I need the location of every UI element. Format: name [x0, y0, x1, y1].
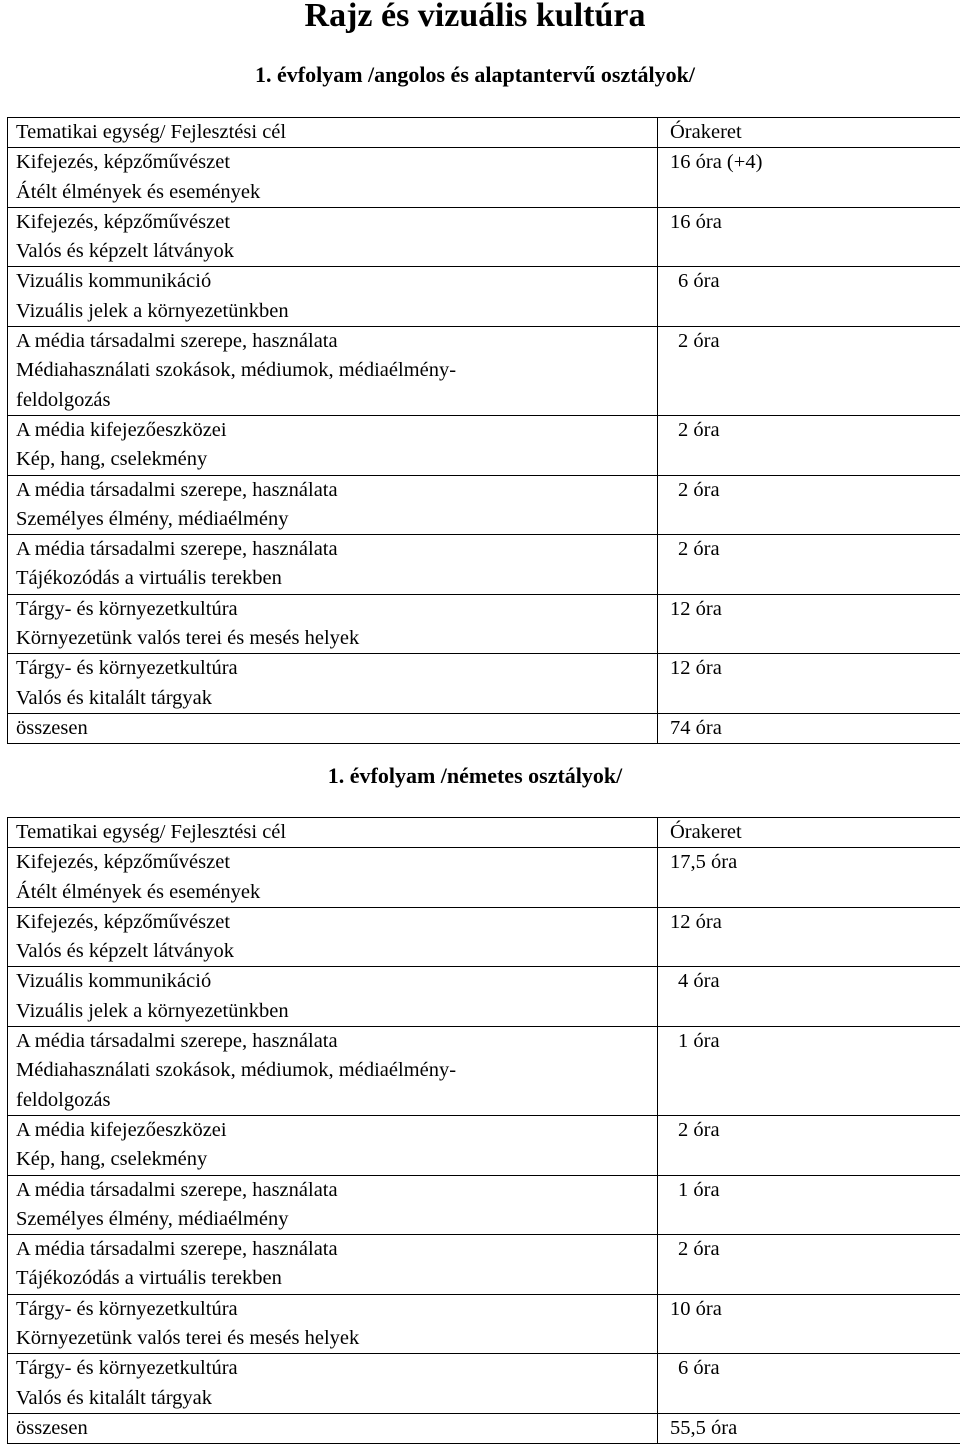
hours-value: 2 óra: [670, 476, 960, 505]
hours-value: 12 óra: [670, 654, 960, 683]
hours-cell: [658, 415, 960, 475]
topic-line: Személyes élmény, médiaélmény: [16, 1205, 657, 1234]
topic-line: Kifejezés, képzőművészet: [16, 148, 657, 177]
hours-cell: [658, 1027, 960, 1116]
hours-cell: [658, 1354, 960, 1414]
topic-cell: [8, 967, 658, 1027]
topic-line: Átélt élmények és események: [16, 178, 657, 207]
hours-value: 2 óra: [670, 1116, 960, 1145]
table-row: [8, 415, 960, 475]
section-1-table: [7, 117, 960, 744]
topic-line: Tárgy- és környezetkultúra: [16, 595, 657, 624]
table-row: [8, 1413, 960, 1443]
hours-cell: [658, 594, 960, 654]
topic-cell: [8, 207, 658, 267]
topic-line: Személyes élmény, médiaélmény: [16, 505, 657, 534]
table-row: [8, 267, 960, 327]
hours-cell: [658, 654, 960, 714]
header-topic-label: Tematikai egység/ Fejlesztési cél: [16, 818, 657, 847]
topic-line: Környezetünk valós terei és mesés helyek: [16, 624, 657, 653]
topic-cell: [8, 1027, 658, 1116]
topic-line: A média kifejezőeszközei: [16, 416, 657, 445]
table-row: [8, 1115, 960, 1175]
topic-line: A média kifejezőeszközei: [16, 1116, 657, 1145]
topic-line: Vizuális jelek a környezetünkben: [16, 297, 657, 326]
topic-line: A média társadalmi szerepe, használata: [16, 476, 657, 505]
hours-value: 2 óra: [670, 1235, 960, 1264]
topic-cell: [8, 1294, 658, 1354]
section-2-table: [7, 817, 960, 1444]
hours-value: 2 óra: [670, 416, 960, 445]
hours-value: 1 óra: [670, 1176, 960, 1205]
hours-value: 16 óra (+4): [670, 148, 960, 177]
topic-cell: [8, 1175, 658, 1235]
hours-cell: [658, 207, 960, 267]
topic-line: feldolgozás: [16, 1086, 657, 1115]
topic-cell: [8, 1115, 658, 1175]
hours-cell: [658, 475, 960, 535]
table-row: [8, 1175, 960, 1235]
table-row: [8, 148, 960, 208]
hours-cell: [658, 907, 960, 967]
topic-line: feldolgozás: [16, 386, 657, 415]
topic-line: Médiahasználati szokások, médiumok, médiaélmény-: [16, 356, 657, 385]
topic-cell: [8, 654, 658, 714]
hours-value: 16 óra: [670, 208, 960, 237]
table-row: [8, 654, 960, 714]
hours-value: 6 óra: [670, 267, 960, 296]
header-hours-cell: [658, 818, 960, 848]
hours-cell: [658, 535, 960, 595]
hours-value: 6 óra: [670, 1354, 960, 1383]
hours-value: 74 óra: [670, 714, 960, 743]
hours-cell: [658, 327, 960, 416]
hours-cell: [658, 713, 960, 743]
section-1-heading: 1. évfolyam /angolos és alaptantervű osztályok/: [0, 62, 950, 88]
topic-line: Valós és képzelt látványok: [16, 237, 657, 266]
hours-cell: [658, 1235, 960, 1295]
table-row: [8, 848, 960, 908]
topic-cell: [8, 1235, 658, 1295]
hours-value: 10 óra: [670, 1295, 960, 1324]
topic-line: összesen: [16, 714, 657, 743]
topic-line: Vizuális jelek a környezetünkben: [16, 997, 657, 1026]
hours-value: 17,5 óra: [670, 848, 960, 877]
header-topic-cell: [8, 818, 658, 848]
table-header-row: [8, 818, 960, 848]
topic-line: Tájékozódás a virtuális terekben: [16, 1264, 657, 1293]
hours-cell: [658, 1413, 960, 1443]
hours-cell: [658, 148, 960, 208]
topic-line: Kifejezés, képzőművészet: [16, 908, 657, 937]
topic-cell: [8, 907, 658, 967]
document-title: Rajz és vizuális kultúra: [0, 0, 950, 32]
hours-value: 1 óra: [670, 1027, 960, 1056]
topic-line: Médiahasználati szokások, médiumok, médiaélmény-: [16, 1056, 657, 1085]
table-row: [8, 535, 960, 595]
topic-cell: [8, 535, 658, 595]
topic-line: Kép, hang, cselekmény: [16, 1145, 657, 1174]
topic-line: Valós és kitalált tárgyak: [16, 1384, 657, 1413]
hours-value: 4 óra: [670, 967, 960, 996]
topic-cell: [8, 594, 658, 654]
header-hours-label: Órakeret: [670, 118, 960, 147]
hours-value: 2 óra: [670, 327, 960, 356]
table-row: [8, 713, 960, 743]
hours-cell: [658, 1115, 960, 1175]
topic-cell: [8, 475, 658, 535]
hours-cell: [658, 848, 960, 908]
table-row: [8, 1235, 960, 1295]
table-row: [8, 327, 960, 416]
topic-line: Tárgy- és környezetkultúra: [16, 654, 657, 683]
topic-line: Kép, hang, cselekmény: [16, 445, 657, 474]
hours-cell: [658, 1294, 960, 1354]
table-row: [8, 907, 960, 967]
topic-line: Tárgy- és környezetkultúra: [16, 1354, 657, 1383]
topic-line: A média társadalmi szerepe, használata: [16, 327, 657, 356]
table-row: [8, 475, 960, 535]
table-header-row: [8, 118, 960, 148]
table-row: [8, 1294, 960, 1354]
header-topic-cell: [8, 118, 658, 148]
hours-cell: [658, 967, 960, 1027]
header-hours-cell: [658, 118, 960, 148]
topic-line: Vizuális kommunikáció: [16, 967, 657, 996]
hours-cell: [658, 1175, 960, 1235]
topic-line: Tárgy- és környezetkultúra: [16, 1295, 657, 1324]
section-2-heading: 1. évfolyam /németes osztályok/: [0, 763, 950, 789]
table-row: [8, 207, 960, 267]
topic-cell: [8, 1354, 658, 1414]
topic-cell: [8, 327, 658, 416]
topic-cell: [8, 713, 658, 743]
hours-value: 12 óra: [670, 908, 960, 937]
topic-line: Kifejezés, képzőművészet: [16, 208, 657, 237]
topic-line: Vizuális kommunikáció: [16, 267, 657, 296]
table-row: [8, 1027, 960, 1116]
topic-line: Kifejezés, képzőművészet: [16, 848, 657, 877]
topic-line: Valós és képzelt látványok: [16, 937, 657, 966]
hours-value: 2 óra: [670, 535, 960, 564]
topic-cell: [8, 415, 658, 475]
topic-cell: [8, 267, 658, 327]
topic-cell: [8, 848, 658, 908]
header-hours-label: Órakeret: [670, 818, 960, 847]
topic-cell: [8, 1413, 658, 1443]
hours-cell: [658, 267, 960, 327]
topic-line: A média társadalmi szerepe, használata: [16, 1176, 657, 1205]
topic-line: A média társadalmi szerepe, használata: [16, 1027, 657, 1056]
topic-line: A média társadalmi szerepe, használata: [16, 1235, 657, 1264]
table-row: [8, 1354, 960, 1414]
topic-line: Átélt élmények és események: [16, 878, 657, 907]
topic-line: Tájékozódás a virtuális terekben: [16, 564, 657, 593]
topic-line: összesen: [16, 1414, 657, 1443]
topic-line: Környezetünk valós terei és mesés helyek: [16, 1324, 657, 1353]
table-row: [8, 594, 960, 654]
table-row: [8, 967, 960, 1027]
topic-cell: [8, 148, 658, 208]
hours-value: 12 óra: [670, 595, 960, 624]
header-topic-label: Tematikai egység/ Fejlesztési cél: [16, 118, 657, 147]
hours-value: 55,5 óra: [670, 1414, 960, 1443]
topic-line: A média társadalmi szerepe, használata: [16, 535, 657, 564]
topic-line: Valós és kitalált tárgyak: [16, 684, 657, 713]
